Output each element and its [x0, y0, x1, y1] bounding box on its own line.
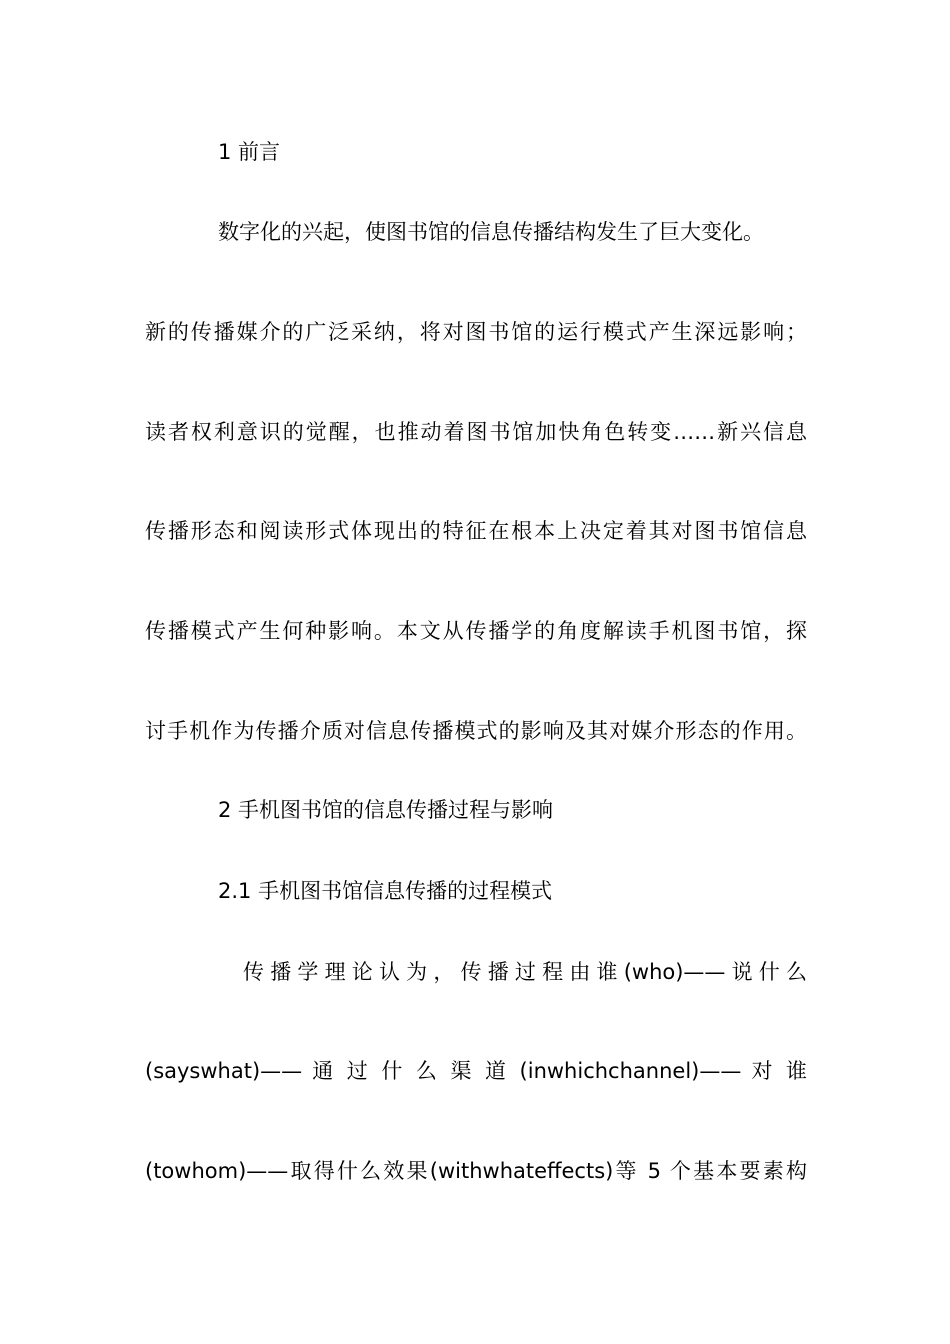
paragraph-line: 读者权利意识的觉醒，也推动着图书馆加快角色转变……新兴信息: [145, 420, 807, 444]
section-heading-2: 2 手机图书馆的信息传播过程与影响: [218, 798, 554, 822]
section-heading-1: 1 前言: [218, 140, 281, 164]
subsection-heading-2-1: 2.1 手机图书馆信息传播的过程模式: [218, 879, 553, 903]
paragraph-line: 传播模式产生何种影响。本文从传播学的角度解读手机图书馆，探: [145, 619, 807, 643]
paragraph-line: 新的传播媒介的广泛采纳，将对图书馆的运行模式产生深远影响；: [145, 320, 807, 344]
paragraph-line: (sayswhat)—— 通 过 什 么 渠 道 (inwhichchannel)—— 对 谁: [145, 1059, 807, 1083]
paragraph-line: (towhom)——取得什么效果(withwhateffects)等 5 个基本要素构: [145, 1159, 807, 1183]
paragraph-line: 传播形态和阅读形式体现出的特征在根本上决定着其对图书馆信息: [145, 519, 807, 543]
paragraph-line: 讨手机作为传播介质对信息传播模式的影响及其对媒介形态的作用。: [145, 719, 807, 743]
paragraph-line: 传播学理论认为，传播过程由谁(who)——说什么: [243, 960, 807, 984]
paragraph-line: 数字化的兴起，使图书馆的信息传播结构发生了巨大变化。: [218, 220, 764, 244]
